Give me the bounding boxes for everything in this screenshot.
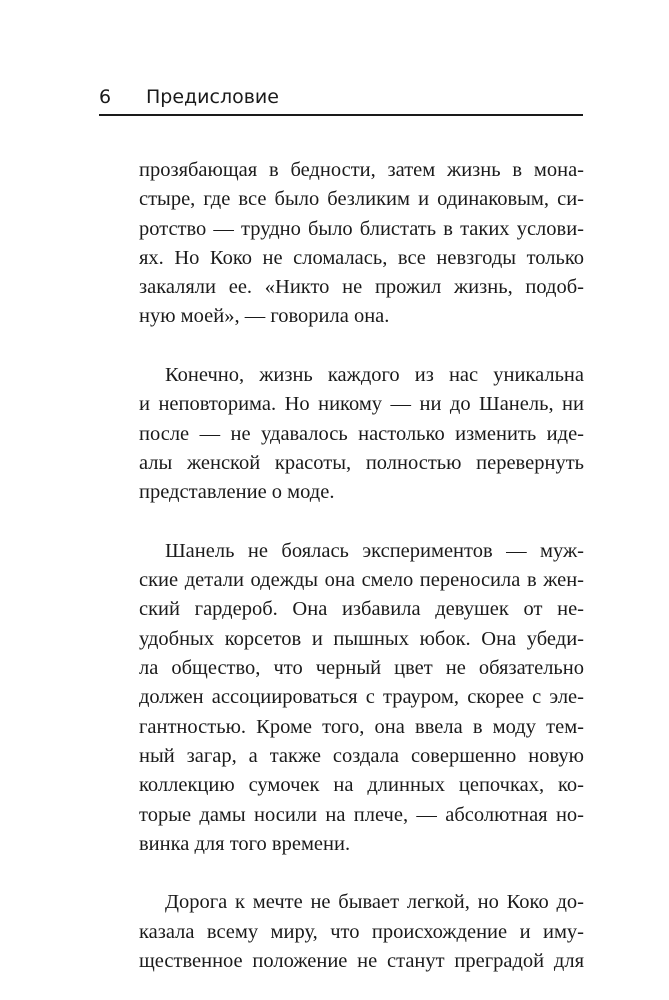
body-text: [139, 156, 584, 976]
page-number: 6: [99, 86, 112, 108]
text-line: винка для того времени.: [139, 832, 351, 855]
text-line: удобных корсетов и пышных юбок. Она убеди-: [139, 627, 584, 650]
text-line: Конечно, жизнь каждого из нас уникальна: [165, 364, 584, 387]
paragraph-2: [139, 361, 584, 507]
text-line: казала всему миру, что происхождение и иму-: [139, 920, 584, 943]
text-line: ла общество, что черный цвет не обязательно: [139, 657, 584, 680]
text-line: прозябающая в бедности, затем жизнь в мона-: [139, 159, 584, 181]
paragraph-gap: [139, 332, 584, 361]
text-line: ный загар, а также создала совершенно новую: [139, 744, 584, 767]
text-line: стыре, где все было безликим и одинаковым, си-: [139, 188, 584, 211]
text-line: торые дамы носили на плече, — абсолютная но-: [139, 803, 584, 826]
text-line: гантностью. Кроме того, она ввела в моду тем-: [139, 715, 584, 738]
text-line: Шанель не боялась экспериментов — муж-: [165, 539, 584, 562]
paragraph-4: [139, 888, 584, 976]
paragraph-3: [139, 537, 584, 859]
section-title: Предисловие: [146, 86, 279, 108]
text-line: ях. Но Коко не сломалась, все невзгоды только: [139, 246, 584, 269]
header-rule: [99, 114, 583, 116]
text-line: щественное положение не станут преградой для: [139, 950, 584, 973]
text-line: алы женской красоты, полностью перевернуть: [139, 451, 584, 474]
text-line: и неповторима. Но никому — ни до Шанель, ни: [139, 393, 584, 416]
text-line: коллекцию сумочек на длинных цепочках, ко-: [139, 774, 584, 797]
running-head: [99, 84, 583, 116]
text-line: должен ассоциироваться с трауром, скорее с эле-: [139, 686, 584, 709]
text-line: закаляли ее. «Никто не прожил жизнь, подоб-: [139, 276, 584, 299]
text-line: ские детали одежды она смело переносила в жен-: [139, 569, 584, 592]
paragraph-gap: [139, 508, 584, 537]
text-line: Дорога к мечте не бывает легкой, но Коко до-: [165, 891, 584, 914]
text-line: ротство — трудно было блистать в таких услови-: [139, 217, 584, 240]
paragraph-1: [139, 156, 584, 332]
text-line: ную моей», — говорила она.: [139, 305, 390, 328]
text-line: после — не удавалось настолько изменить иде-: [139, 422, 584, 445]
text-line: представление о моде.: [139, 481, 335, 504]
text-line: ский гардероб. Она избавила девушек от не-: [139, 598, 584, 621]
paragraph-gap: [139, 859, 584, 888]
